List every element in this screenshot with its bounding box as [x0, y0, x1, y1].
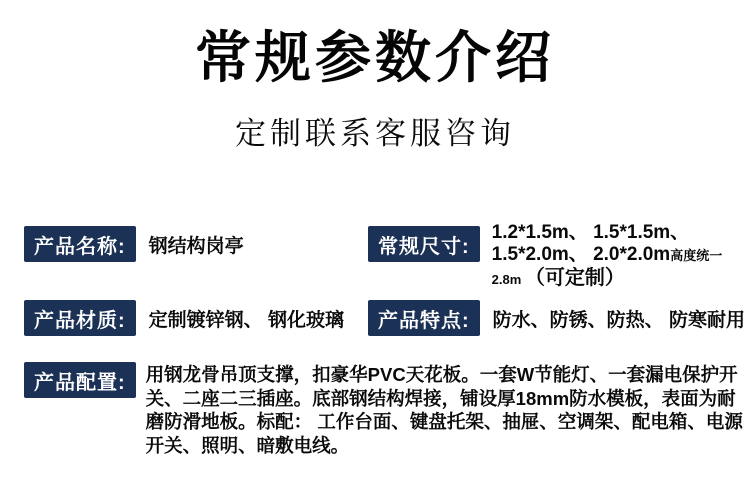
- spec-row-configuration: [24, 362, 744, 457]
- size-line-1-text: 1.2*1.5m、 1.5*1.5m、: [491, 222, 690, 243]
- spec-value-features: 防水、防锈、防热、 防寒耐用: [492, 309, 745, 331]
- spec-label-configuration: 产品配置:: [24, 362, 136, 398]
- spec-label-features: 产品特点:: [368, 300, 480, 336]
- spec-label-material: 产品材质:: [24, 300, 136, 336]
- spec-value-standard-size: [492, 222, 744, 291]
- spec-row-standard-size: [368, 222, 744, 291]
- spec-row-features: [368, 300, 745, 336]
- size-line-3-note: 2.8m: [491, 272, 525, 287]
- spec-label-standard-size: 常规尺寸:: [368, 226, 480, 262]
- spec-row-product-name: [24, 226, 244, 262]
- spec-value-configuration: 用钢龙骨吊顶支撑，扣豪华PVC天花板。一套W节能灯、一套漏电保护开关、二座二三插座。底部钢结构焊接，铺设厚18mm防水模板，表面为耐磨防滑地板。标配： 工作台面、键盘托架、抽屉、空调架、配电箱、电源开关、照明、暗敷电线。: [145, 364, 743, 456]
- spec-value-material: 定制镀锌钢、 钢化玻璃: [148, 309, 344, 331]
- spec-row-material: [24, 300, 344, 336]
- size-line-1: [492, 222, 744, 244]
- spec-value-product-name: 钢结构岗亭: [148, 235, 244, 257]
- spec-label-product-name: 产品名称:: [24, 226, 136, 262]
- size-line-2-note: 高度统一: [670, 248, 723, 263]
- size-line-2: [492, 244, 744, 267]
- page-subtitle: 定制联系客服咨询: [235, 116, 515, 151]
- size-line-2-main: 1.5*2.0m、 2.0*2.0m: [491, 244, 671, 265]
- page-title: 常规参数介绍: [195, 26, 555, 89]
- size-line-3-main: （可定制）: [524, 267, 625, 289]
- size-line-3: [492, 267, 744, 291]
